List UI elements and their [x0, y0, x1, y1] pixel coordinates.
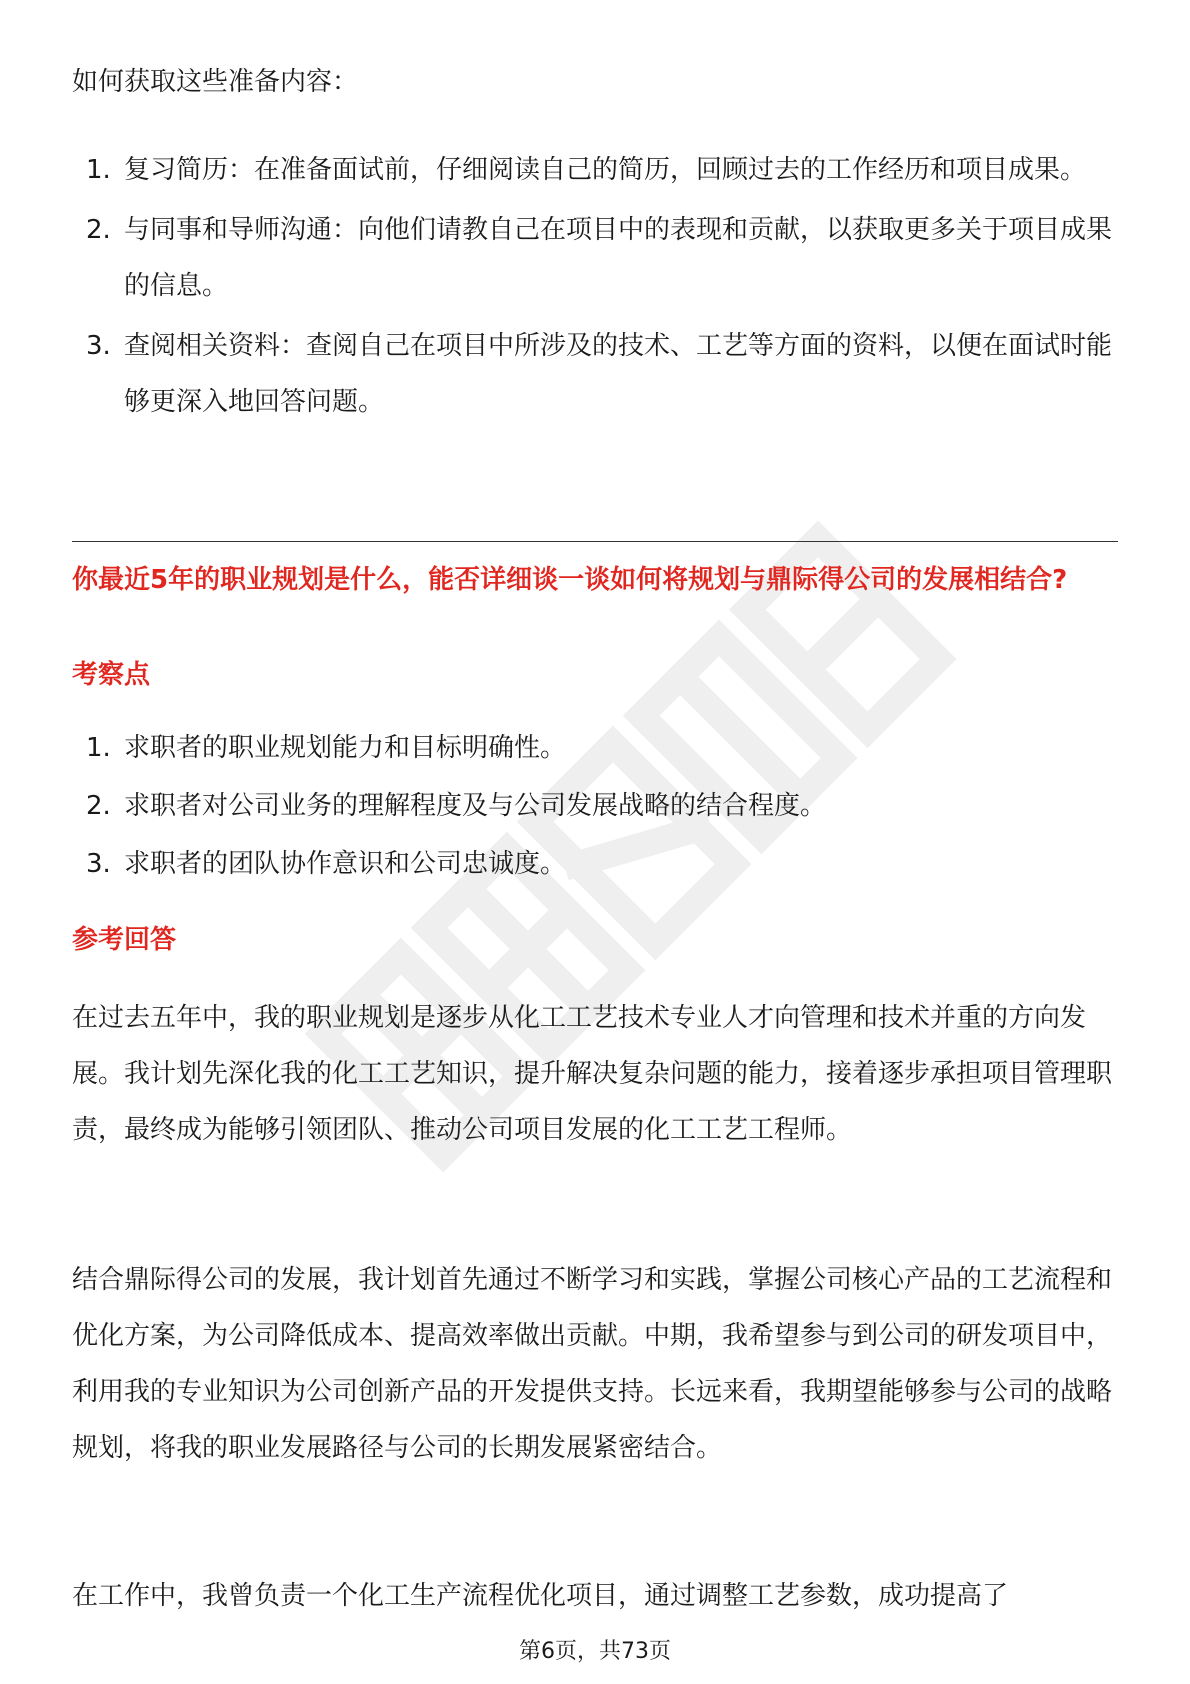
points-list: [72, 720, 1118, 894]
list-item: [72, 318, 1118, 430]
points-heading: 考察点: [72, 660, 151, 690]
answer-paragraph: 在过去五年中，我的职业规划是逐步从化工工艺技术专业人才向管理和技术并重的方向发展。我计划先深化我的化工工艺知识，提升解决复杂问题的能力，接着逐步承担项目管理职责，最终成为能够引领团队、推动公司项目发展的化工工艺工程师。: [72, 1003, 1113, 1145]
list-item-text: 求职者对公司业务的理解程度及与公司发展战略的结合程度。: [124, 791, 827, 821]
section-divider: [72, 541, 1118, 542]
answer-heading: 参考回答: [72, 925, 177, 955]
prep-steps-list: [72, 142, 1118, 434]
list-number: 2.: [86, 791, 111, 821]
list-item-text: 求职者的团队协作意识和公司忠诚度。: [124, 849, 567, 879]
answer-paragraph: 在工作中，我曾负责一个化工生产流程优化项目，通过调整工艺参数，成功提高了: [72, 1581, 1009, 1611]
answer-paragraph: 结合鼎际得公司的发展，我计划首先通过不断学习和实践，掌握公司核心产品的工艺流程和优化方案，为公司降低成本、提高效率做出贡献。中期，我希望参与到公司的研发项目中，利用我的专业知识为公司创新产品的开发提供支持。长远来看，我期望能够参与公司的战略规划，将我的职业发展路径与公司的长期发展紧密结合。: [72, 1265, 1113, 1463]
list-number: 1.: [86, 155, 111, 185]
list-item-text: 与同事和导师沟通：向他们请教自己在项目中的表现和贡献，以获取更多关于项目成果的信息。: [124, 215, 1113, 301]
list-number: 3.: [86, 849, 111, 879]
list-item: [72, 778, 1118, 834]
list-item-text: 查阅相关资料：查阅自己在项目中所涉及的技术、工艺等方面的资料，以便在面试时能够更深入地回答问题。: [124, 331, 1113, 417]
list-item: [72, 142, 1118, 198]
intro-text: 如何获取这些准备内容：: [72, 67, 359, 97]
page-footer: 第6页，共73页: [519, 1639, 671, 1664]
list-item-text: 求职者的职业规划能力和目标明确性。: [124, 733, 567, 763]
list-number: 3.: [86, 331, 111, 361]
list-item: [72, 836, 1118, 892]
list-item: [72, 202, 1118, 314]
list-number: 2.: [86, 215, 111, 245]
list-item: [72, 720, 1118, 776]
list-item-text: 复习简历：在准备面试前，仔细阅读自己的简历，回顾过去的工作经历和项目成果。: [124, 155, 1087, 185]
list-number: 1.: [86, 733, 111, 763]
question-title: 你最近5年的职业规划是什么，能否详细谈一谈如何将规划与鼎际得公司的发展相结合?: [72, 565, 1068, 595]
